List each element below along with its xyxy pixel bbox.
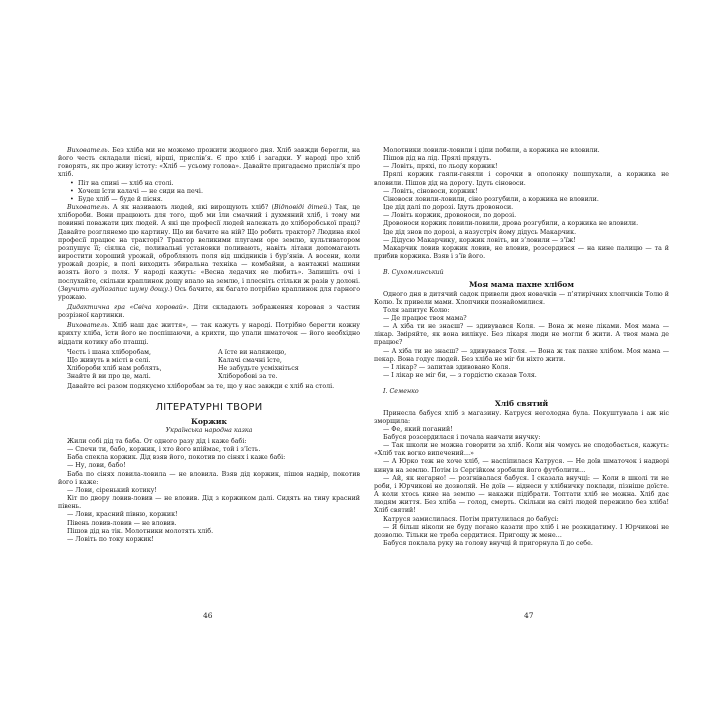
story-title: Моя мама пахне хлібом <box>469 280 574 290</box>
left-page <box>58 147 360 622</box>
story-paragraph: — Так школи не можна говорити за хліб. Коли він чомусь не сподобається, кажуть: «Хліб так вогко випечений…» <box>374 442 669 458</box>
story-paragraph: — Спечи ти, бабо, коржик, і хто його впіймає, той і з’їсть. <box>67 446 261 454</box>
paragraph-text: Хліб наш дає життя», — так кажуть у народі. Потрібно берегти кожну крихту хліба, їсти його не поспішаючи, а крихти, що упали шматочок — його необхідно віддати котику або пташці. <box>58 322 360 346</box>
story-paragraph: Іде дід далі по дорозі. Ідуть дровоноси. <box>383 204 514 212</box>
list-item: • Хочеш їсти калачі — не сиди на печі. <box>78 188 360 196</box>
story-paragraph: Одного дня в дитячий садок привели двох новачків — п’ятирічних хлопчиків Толю й Колю. Їх привели мами. Хлопчики познайомилися. <box>374 290 669 306</box>
paragraph-text: ) Ось бачите, як багато потрібно краплинок для гарного урожаю. <box>58 285 360 301</box>
story-paragraph: Пішов дід на лід. Прялі прядуть. <box>383 155 492 163</box>
story-title: Коржик <box>190 416 228 426</box>
story-paragraph: Пішов дід на тік. Молотники молотять хліб. <box>67 527 214 535</box>
story-author: І. Семенко <box>383 388 419 396</box>
proverb-list <box>58 180 360 204</box>
game-label: Дидактична гра «Свіча коровай». <box>67 303 189 311</box>
story-paragraph: — А хіба ти не знаєш? — здивувався Толя. — Вона ж так пахне хлібом. Моя мама — пекар. Вона годує людей. Без хліба не міг би ніхто жити. <box>374 347 669 363</box>
stage-note: Звучить аудіозапис шуму дощу. <box>60 285 170 293</box>
story-paragraph: Толя запитує Колю: <box>383 306 450 314</box>
story-paragraph: Молотники ловили-ловили і ціпи побили, а коржика не вловили. <box>383 147 600 154</box>
story-paragraph: — А хіба ти не знаєш? — здивувався Коля. — Вона ж мене ліками. Моя мама — лікар. Зміряйте, як вона вилікує. Без лікаря люди не могли б жити. А твоя мама де працює? <box>374 323 669 347</box>
story-paragraph: Бабуся розсердилася і почала навчати внучку: <box>383 434 541 441</box>
stage-note: Відповіді дітей. <box>273 204 330 212</box>
poem <box>58 349 360 382</box>
story-paragraph: — Ну, лови, бабо! <box>67 462 126 470</box>
paragraph-intro <box>58 147 360 180</box>
story-paragraph: Дровоноси коржик ловили-ловили, дрова розгубили, а коржика не вловили. <box>383 220 639 228</box>
paragraph-text: Без хліба ми не можемо прожити жодного дня. Хліб завжди берегли, на його честь складали пісні, вірші, прислів’я. Є про хліб і загадки. У народі про хліб говорять, як про живу істоту: «Хліб — усьому голова». Давайте пригадаємо прислів’я про хліб. <box>58 147 360 179</box>
story-paragraph: — Лови, красний півню, коржик! <box>67 511 178 519</box>
story-paragraph: Кіт по двору ловив-ловив — не вловив. Дід з коржиком далі. Сидять на тину красний півень. <box>58 495 360 511</box>
poem-line: Не забудьте усміхніться <box>218 365 299 373</box>
story-paragraph: — Лови, сіренький котику! <box>67 486 157 494</box>
story-paragraph: — Де працює твоя мама? <box>383 314 467 322</box>
story-paragraph: — І лікар? — запитав здивовано Коля. <box>383 363 511 371</box>
story-paragraph: — Фе, який поганий! <box>383 425 453 433</box>
list-item: • Буде хліб — буде й пісня. <box>78 196 360 204</box>
story-paragraph: Макарчик ловив коржик ловив, не вловив, розсердився — на кине палицю — та й прибив коржика. Взяв і з’їв його. <box>374 244 669 261</box>
story-paragraph: — Ловіть по току коржик! <box>67 535 154 543</box>
story-paragraph: — Ловіть, сіновоси, коржик! <box>383 187 478 195</box>
story-paragraph: — Ловіть, пряхі, по льоду коржик! <box>383 163 498 171</box>
speaker-label: Вихователь. <box>67 322 110 330</box>
list-item: • Піт на спині — хліб на столі. <box>78 180 360 188</box>
poem-line: А їсте ви наляжецю, <box>218 348 287 356</box>
speaker-label: Вихователь. <box>67 204 110 212</box>
poem-line: Калачі смачні їсте, <box>218 356 282 364</box>
poem-line: Хліборобові за те. <box>218 373 278 381</box>
page-number-right: 47 <box>524 611 534 620</box>
paragraph-game <box>58 304 360 320</box>
poem-line: Честь і шана хліборобам, <box>67 348 152 356</box>
story-paragraph: — А Юрко теж не хоче хліб, — наспіпилася Катруся. — Не доїв шматочок і надворі кинув на землю. Потім із Сергійком зробили його футболити… <box>374 458 669 474</box>
story-paragraph: Півень ловив-ловив — не вловив. <box>67 519 177 527</box>
story-paragraph: Баба спекла коржик. Дід взяв його, покотив по сінях і каже бабі: <box>67 454 286 462</box>
story-paragraph: Бабуся поклала руку на голову внучці й пригорнула її до себе. <box>383 540 593 548</box>
story-paragraph: Сіновоси ловили-ловили, сіно розгубили, а коржика не вловили. <box>383 195 599 203</box>
paragraph-text: А як називають людей, які вирощують хліб? ( <box>109 204 274 212</box>
page-number-left: 46 <box>203 611 213 620</box>
story-paragraph: — Ай, як негарно! — розгнівалася бабуся. І сказала внучці: — Коли в школі ти не роби, і Юрчикові не дозволяй. Не доїв — віднеси у хлібничку поклади, пізніше доїсте. А коли хтось кине на землю — накажи підібрати. Топтати хліб не можна. Хліб дає людям життя. Без хліба — голод, смерть. Скільки на світі людей пережило без хліба! Хліб святий! <box>374 474 669 515</box>
story-paragraph: Принесла бабуся хліб з магазину. Катруся неголодна була. Покуштувала і аж ніс зморщила: <box>374 409 669 425</box>
story-author: В. Сухомлинський <box>383 269 444 277</box>
paragraph-thanks: Давайте всі разом подякуємо хліборобам за те, що у нас завжди є хліб на столі. <box>67 383 335 391</box>
paragraph-text: Діти складають зображення коровая з частин розрізної картинки. <box>58 303 360 320</box>
story-paragraph: Іде дід знов по дорозі, а назустріч йому дідусь Макарчик. <box>383 228 577 236</box>
paragraph-bread-life <box>58 322 360 346</box>
section-title: ЛІТЕРАТУРНІ ТВОРИ <box>155 401 263 413</box>
story-paragraph: — Я більш ніколи не буду погано казати про хліб і не розкидатиму. І Юрчикові не дозволю. Тільки не треба сердитися. Пригощу ж мене… <box>374 523 669 539</box>
speaker-label: Вихователь. <box>67 147 110 154</box>
story-subtitle: Українська народна казка <box>165 426 253 434</box>
story-paragraph: — Дідусю Макарчику, коржик ловіть, ви з’ловили — з’їж! <box>383 236 576 244</box>
paragraph-text: ) Так, це хлібороби. Вони працюють для того, щоб ми їли смачний і духмяний хліб, і тому ми повинні поважати цих людей. А які ще професії людей належать до хліборобської праці? Давайте розглянемо цю картину. Що ви бачите на ній? Що робить трактор? Людина якої професії працює на тракторі? Трактор великими плугами оре землю, культиватором розпушує її; сіялка сіє, поливальні установки поливають, навіть літаки допомагають виростити хороший урожай, обробляють поля від шкідників і бур’янів. А восени, коли урожай дозріє, в полі виходить збиральна техніка — комбайни, а вантажні машини возять його з поля. У народі кажуть: «Весна ледачих не любить». Запишіть очі і послухайте, скільки краплинок дощу впало на землю, і плесніть стільки ж разів у долоні. ( <box>58 204 360 293</box>
poem-line: Знайте й ви про це, малі. <box>67 373 151 381</box>
poem-line: Що живуть в місті в селі. <box>67 356 151 364</box>
story-paragraph: Катруся замислилася. Потім притулилася до бабусі: <box>383 515 559 523</box>
poem-line: Хлібороби хліб нам роблять, <box>67 365 162 373</box>
story-title: Хліб святий <box>494 399 549 409</box>
story-paragraph: — Ловіть коржик, дровоноси, по дорозі. <box>383 212 517 220</box>
paragraph-professions <box>58 204 360 302</box>
story-paragraph: — І лікар не міг би, — з гордістю сказав Толя. <box>383 372 537 380</box>
story-paragraph: Прялі коржик гаяли-ганяли і сорочки в ополонку пошпухали, а коржика не вловили. Пішов дід на дорогу. Ідуть сіновоси. <box>374 171 669 187</box>
story-paragraph: Жили собі дід та баба. От одного разу дід і каже бабі: <box>67 438 247 445</box>
right-page <box>374 147 669 622</box>
story-paragraph: Баба по сінях ловила-ловила — не вловила. Взяв дід коржик, пішов надвір, покотив його і каже: <box>58 470 360 486</box>
